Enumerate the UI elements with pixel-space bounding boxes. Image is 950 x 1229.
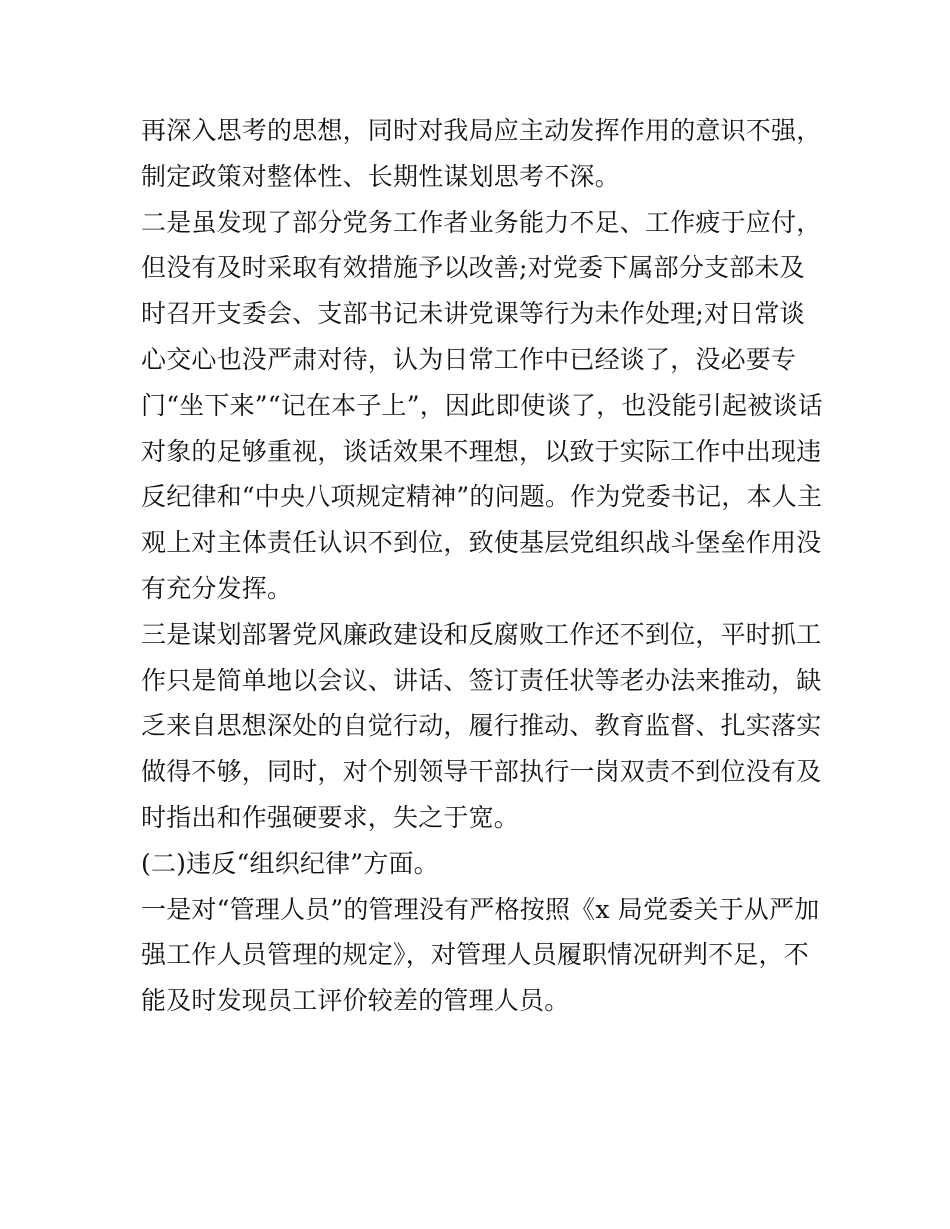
text-line: 对象的足够重视，谈话效果不理想，以致于实际工作中出现违 <box>141 436 822 466</box>
text-line: 心交心也没严肃对待，认为日常工作中已经谈了，没必要专 <box>141 344 797 374</box>
text-line: 制定政策对整体性、长期性谋划思考不深。 <box>141 161 620 191</box>
text-line: 但没有及时采取有效措施予以改善;对党委下属部分支部未及 <box>141 253 805 283</box>
text-line: 观上对主体责任认识不到位，致使基层党组织战斗堡垒作用没 <box>141 528 822 558</box>
text-line: 做得不够，同时，对个别领导干部执行一岗双责不到位没有及 <box>141 757 822 787</box>
text-line: 能及时发现员工评价较差的管理人员。 <box>141 986 570 1016</box>
text-line: 作只是简单地以会议、讲话、签订责任状等老办法来推动，缺 <box>141 665 822 695</box>
document-body <box>141 108 821 1024</box>
section-heading: (二)违反“组织纪律”方面。 <box>141 848 439 878</box>
text-line: 反纪律和“中央八项规定精神”的问题。作为党委书记，本人主 <box>141 482 823 512</box>
text-line: 一是对“管理人员”的管理没有严格按照《x 局党委关于从严加 <box>141 894 820 924</box>
text-line: 时召开支委会、支部书记未讲党课等行为未作处理;对日常谈 <box>141 299 805 329</box>
text-line: 三是谋划部署党风廉政建设和反腐败工作还不到位，平时抓工 <box>141 619 822 649</box>
text-line: 再深入思考的思想，同时对我局应主动发挥作用的意识不强， <box>141 116 822 145</box>
text-line: 二是虽发现了部分党务工作者业务能力不足、工作疲于应付， <box>141 207 822 237</box>
text-line: 强工作人员管理的规定》，对管理人员履职情况研判不足，不 <box>141 940 809 970</box>
text-line: 有充分发挥。 <box>141 573 293 603</box>
text-line: 门“坐下来”“记在本子上”，因此即使谈了，也没能引起被谈话 <box>141 390 823 420</box>
text-line: 时指出和作强硬要求，失之于宽。 <box>141 802 520 832</box>
text-line: 乏来自思想深处的自觉行动，履行推动、教育监督、扎实落实 <box>141 711 822 741</box>
